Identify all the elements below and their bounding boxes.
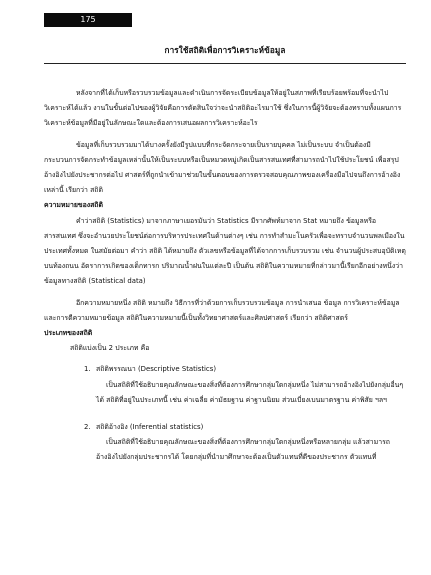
paragraph-types-intro: สถิติแบ่งเป็น 2 ประเภท คือ xyxy=(70,344,150,353)
list-item-title xyxy=(44,420,406,435)
list-item-heading: สถิติอ้างอิง (Inferential statistics) xyxy=(96,423,204,432)
paragraph-intro: หลังจากที่ได้เก็บหรือรวบรวมข้อมูลและดำเนินการจัดระเบียบข้อมูลให้อยู่ในสภาพที่เรียบร้อยพร้อมที่จะนำไปวิเคราะห์ได้แล้ว งานในขั้นต่อไปของผู้วิจัยคือการตัดสินใจว่าจะนำสถิติอะไรมาใช้ ซึ่งในการนี้ผู้วิจัยจะต้องทราบทั้งแผนการวิเคราะห์ข้อมูลที่มีอยู่ในลักษณะใดและต้องการเสนอผลการวิเคราะห์อะไร xyxy=(44,89,402,128)
paragraph-meaning-2: อีกความหมายหนึ่ง สถิติ หมายถึง วิธีการที่ว่าด้วยการเก็บรวบรวมข้อมูล การนำเสนอ ข้อมูล การวิเคราะห์ข้อมูล และการตีความหมายข้อมูล สถิติในความหมายนี้เป็นทั้งวิทยาศาสตร์และศิลปศาสตร์ เรียกว่า สถิติศาสตร์ xyxy=(44,298,400,322)
page-title: การใช้สถิติเพื่อการวิเคราะห์ข้อมูล xyxy=(164,45,286,55)
list-item-title xyxy=(44,362,406,377)
list-item-body: เป็นสถิติที่ใช้อธิบายคุณลักษณะของสิ่งที่ต้องการศึกษากลุ่มใดกลุ่มหนึ่ง ไม่สามารถอ้างอิงไปยังกลุ่มอื่นๆ ได้ สถิติที่อยู่ในประเภทนี้ เช่น ค่าเฉลี่ย ค่ามัธยฐาน ค่าฐานนิยม ส่วนเบี่ยงเบนมาตรฐาน ค่าพิสัย ฯลฯ xyxy=(96,380,404,404)
list-item-body: เป็นสถิติที่ใช้อธิบายคุณลักษณะของสิ่งที่ต้องการศึกษากลุ่มใดกลุ่มหนึ่งหรือหลายกลุ่ม แล้วสามารถอ้างอิงไปยังกลุ่มประชากรได้ โดยกลุ่มที่นำมาศึกษาจะต้องเป็นตัวแทนที่ดีของประชากร ตัวแทนที่ xyxy=(96,438,390,462)
heading-types: ประเภทของสถิติ xyxy=(44,329,93,338)
paragraph-meaning-1: คำว่าสถิติ (Statistics) มาจากภาษาเยอรมันว่า Statistics มีรากศัพท์มาจาก Stat หมายถึง ข้อมูลหรือสารสนเทศ ซึ่งจะอำนวยประโยชน์ต่อการบริหารประเทศในด้านต่างๆ เช่น การทำสำมะโนครัวเพื่อจะทราบจำนวนพลเมืองในประเทศทั้งหมด ในสมัยต่อมา คำว่า สถิติ ได้หมายถึง ตัวเลขหรือข้อมูลที่ได้จากการเก็บรวบรวม เช่น จำนวนผู้ประสบอุบัติเหตุบนท้องถนน อัตราการเกิดของเด็กทารก ปริมาณน้ำฝนในแต่ละปี เป็นต้น สถิติในความหมายที่กล่าวมานี้เรียกอีกอย่างหนึ่งว่า ข้อมูลทางสถิติ (Statistical data) xyxy=(44,216,406,286)
paragraph-data-processing: ข้อมูลที่เก็บรวบรวมมาได้บางครั้งยังมีรูปแบบที่กระจัดกระจายเป็นรายบุคคล ไม่เป็นระบบ จำเป็นต้องมีกระบวนการจัดกระทำข้อมูลเหล่านั้นให้เป็นระบบหรือเป็นหมวดหมู่เกิดเป็นสารสนเทศที่สามารถนำไปใช้ประโยชน์ เพื่อสรุปอ้างอิงไปยังประชากรต่อไป ศาสตร์ที่ถูกนำเข้ามาช่วยในขั้นตอนของการตรวจสอบคุณภาพของเครื่องมือไปจนถึงการอ้างอิงเหล่านี้ เรียกว่า สถิติ xyxy=(44,140,401,195)
list-item-heading: สถิติพรรณนา (Descriptive Statistics) xyxy=(96,365,217,374)
title-block xyxy=(44,44,406,64)
title-divider xyxy=(44,63,406,64)
heading-meaning: ความหมายของสถิติ xyxy=(44,201,103,210)
document-body xyxy=(44,86,406,466)
page-number: 175 xyxy=(44,13,132,27)
list-item-number: 2. xyxy=(84,423,91,432)
list-item-number: 1. xyxy=(84,365,91,374)
